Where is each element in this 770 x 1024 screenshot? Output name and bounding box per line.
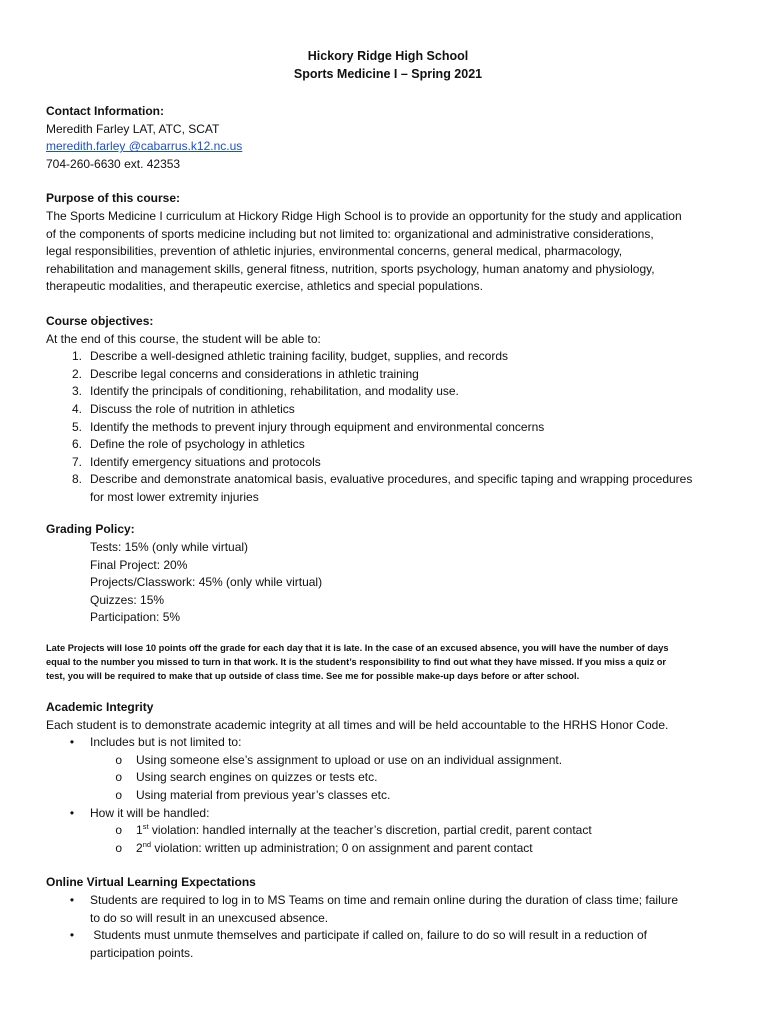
purpose-section [46, 190, 730, 296]
integrity-list [46, 805, 730, 823]
grading-section [46, 521, 730, 683]
purpose-line: rehabilitation and management skills, general fitness, nutrition, sports psychology, human anatomy and physiology, [46, 261, 655, 276]
list-item: 2. Describe legal concerns and considerations in athletic training [71, 366, 419, 381]
grading-item: Tests: 15% (only while virtual) [90, 540, 249, 555]
course-title: Sports Medicine I – Spring 2021 [293, 67, 483, 81]
purpose-line: The Sports Medicine I curriculum at Hickory Ridge High School is to provide an opportunity for the study and application [46, 208, 682, 223]
list-item: • Students must unmute themselves and participate if called on, failure to do so will result in a reduction of participation points. [46, 927, 730, 962]
late-policy: Late Projects will lose 10 points off the grade for each day that it is late. In the case of an excused absence, you will have the number of days equal to the number you missed to turn in that work. It is the student’s responsibility to find out what they have missed. If you miss a quiz or test, you will be required to make that up outside of class time. See me for possible make-up days before or after school. [46, 643, 669, 682]
integrity-list [46, 734, 730, 752]
integrity-intro: Each student is to demonstrate academic integrity at all times and will be held accountable to the HRHS Honor Code. [46, 717, 669, 732]
grading-item: Participation: 5% [90, 610, 181, 625]
bullet-icon: • [69, 928, 75, 943]
objectives-section [46, 313, 730, 507]
list-item: • How it will be handled: [46, 805, 730, 823]
contact-heading: Contact Information: [46, 104, 164, 118]
bullet-icon: • [69, 892, 75, 907]
instructor-name: Meredith Farley LAT, ATC, SCAT [46, 121, 220, 136]
objectives-intro: At the end of this course, the student will be able to: [46, 331, 321, 346]
list-item: 4. Discuss the role of nutrition in athletics [71, 401, 295, 416]
list-item: 7. Identify emergency situations and protocols [71, 454, 321, 469]
grading-item: Projects/Classwork: 45% (only while virtual) [90, 575, 323, 590]
contact-section [46, 103, 730, 173]
school-title: Hickory Ridge High School [307, 49, 469, 63]
grading-heading: Grading Policy: [46, 522, 135, 537]
purpose-line: therapeutic modalities, and therapeutic exercise, athletics and special populations. [46, 279, 483, 294]
integrity-section [46, 699, 730, 857]
integrity-heading: Academic Integrity [46, 700, 154, 715]
virtual-list [46, 892, 730, 962]
phone-number: 704-260-6630 ext. 42353 [46, 156, 181, 171]
sub-bullet-icon: o [115, 770, 122, 785]
sub-bullet-icon: o [115, 840, 122, 855]
sub-bullet-icon: o [115, 788, 122, 802]
integrity-sublist [46, 752, 730, 805]
bullet-icon: • [69, 735, 75, 750]
virtual-heading: Online Virtual Learning Expectations [46, 875, 256, 890]
list-item: 6. Define the role of psychology in athletics [71, 437, 305, 452]
list-item: • Students are required to log in to MS Teams on time and remain online during the duration of class time; failure to do so will result in an unexcused absence. [46, 892, 730, 927]
list-item: o Using someone else’s assignment to upload or use on an individual assignment. [46, 752, 730, 770]
list-item: • Includes but is not limited to: [46, 734, 730, 752]
sub-bullet-icon: o [115, 823, 122, 838]
list-item: o 1st violation: handled internally at the teacher’s discretion, partial credit, parent contact [46, 822, 730, 840]
email-link[interactable]: meredith.farley @cabarrus.k12.nc.us [46, 139, 243, 154]
bullet-icon: • [69, 805, 75, 820]
purpose-line: legal responsibilities, prevention of athletic injuries, environmental concerns, general medical, pharmacology, [46, 244, 623, 259]
objectives-heading: Course objectives: [46, 313, 154, 328]
list-item: o 2nd violation: written up administration; 0 on assignment and parent contact [46, 840, 730, 858]
objectives-list [46, 348, 730, 506]
virtual-section [46, 874, 730, 962]
purpose-heading: Purpose of this course: [46, 191, 181, 206]
list-item: 8. Describe and demonstrate anatomical basis, evaluative procedures, and specific taping and wrapping procedures for most lower extremity injuries [71, 472, 693, 504]
grading-item: Final Project: 20% [90, 557, 188, 572]
list-item: 1. Describe a well-designed athletic training facility, budget, supplies, and records [71, 349, 509, 364]
sub-bullet-icon: o [115, 752, 122, 767]
purpose-line: of the components of sports medicine including but not limited to: organizational and administrative considerations, [46, 226, 654, 241]
integrity-sublist [46, 822, 730, 857]
list-item: o Using material from previous year’s classes etc. [46, 787, 730, 805]
grading-list [46, 539, 730, 627]
list-item: 3. Identify the principals of conditioning, rehabilitation, and modality use. [71, 384, 459, 399]
list-item: 5. Identify the methods to prevent injury through equipment and environmental concerns [71, 419, 545, 434]
grading-item: Quizzes: 15% [90, 592, 165, 607]
list-item: o Using search engines on quizzes or tests etc. [46, 769, 730, 787]
